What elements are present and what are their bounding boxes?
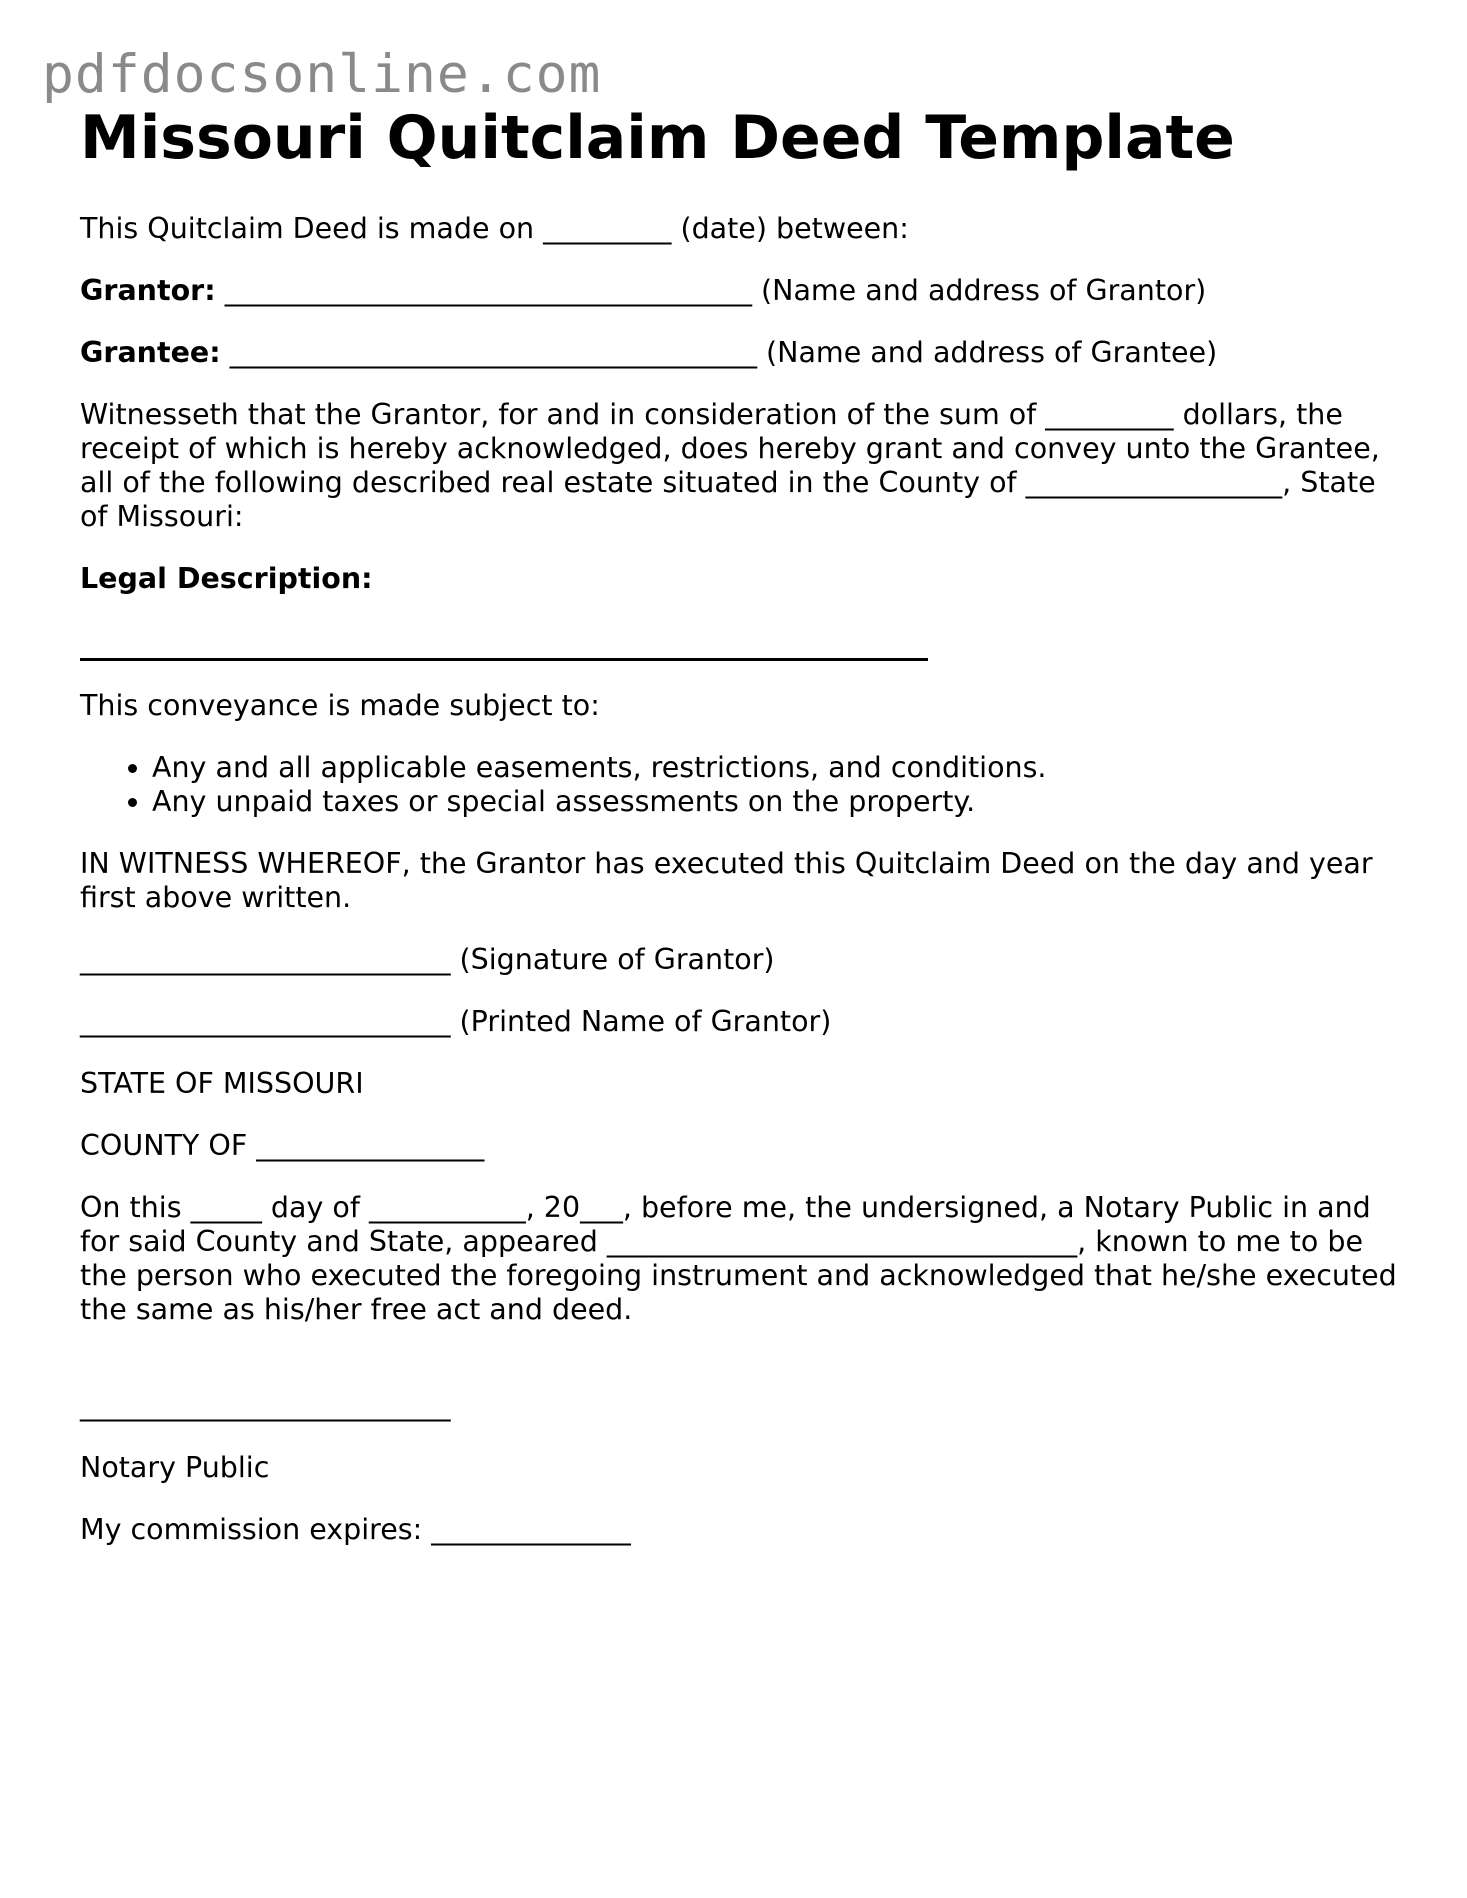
grantee-line — [80, 336, 1400, 370]
grantor-field: _____________________________________ (Name and address of Grantor) — [215, 274, 1207, 307]
notary-public-label: Notary Public — [80, 1451, 270, 1484]
conveyance-intro: This conveyance is made subject to: — [80, 689, 600, 722]
list-item: • Any unpaid taxes or special assessments on the property. — [152, 785, 1400, 819]
grantor-label: Grantor: — [80, 274, 216, 307]
list-item: • Any and all applicable easements, restrictions, and conditions. — [152, 751, 1400, 785]
grantee-label: Grantee: — [80, 336, 221, 369]
commission-expires-line: My commission expires: ______________ — [80, 1513, 631, 1546]
in-witness-paragraph: IN WITNESS WHEREOF, the Grantor has executed this Quitclaim Deed on the day and year first above written. — [80, 847, 1373, 914]
witnesseth-paragraph: Witnesseth that the Grantor, for and in consideration of the sum of _________ dollars, the receipt of which is hereby acknowledged, does hereby grant and convey unto the Grantee, all of the following described real estate situated in the County of __________________, State of Missouri: — [80, 398, 1380, 533]
county-line: COUNTY OF ________________ — [80, 1129, 485, 1162]
legal-description-heading — [80, 562, 1400, 596]
conditions-list — [80, 751, 1400, 819]
grantor-line — [80, 274, 1400, 308]
document-page — [80, 98, 1400, 1547]
legal-description-blank-line — [80, 624, 928, 661]
signature-line: __________________________ (Signature of Grantor) — [80, 943, 775, 976]
document-title: Missouri Quitclaim Deed Template — [80, 103, 1235, 173]
intro-text: This Quitclaim Deed is made on _________ (date) between: — [80, 212, 909, 245]
grantee-field: _____________________________________ (Name and address of Grantee) — [220, 336, 1218, 369]
watermark: pdfdocsonline.com — [42, 44, 602, 105]
state-label: STATE OF MISSOURI — [80, 1067, 364, 1100]
notary-paragraph: On this _____ day of ___________, 20___, before me, the undersigned, a Notary Public in and for said County and State, appeared _________________________________, known to me to be the person who executed the foregoing instrument and acknowledged that he/she executed the same as his/her free act and deed. — [80, 1191, 1397, 1326]
notary-signature-line: __________________________ — [80, 1389, 451, 1422]
legal-description-label: Legal Description: — [80, 562, 373, 595]
printed-name-line: __________________________ (Printed Name of Grantor) — [80, 1005, 832, 1038]
